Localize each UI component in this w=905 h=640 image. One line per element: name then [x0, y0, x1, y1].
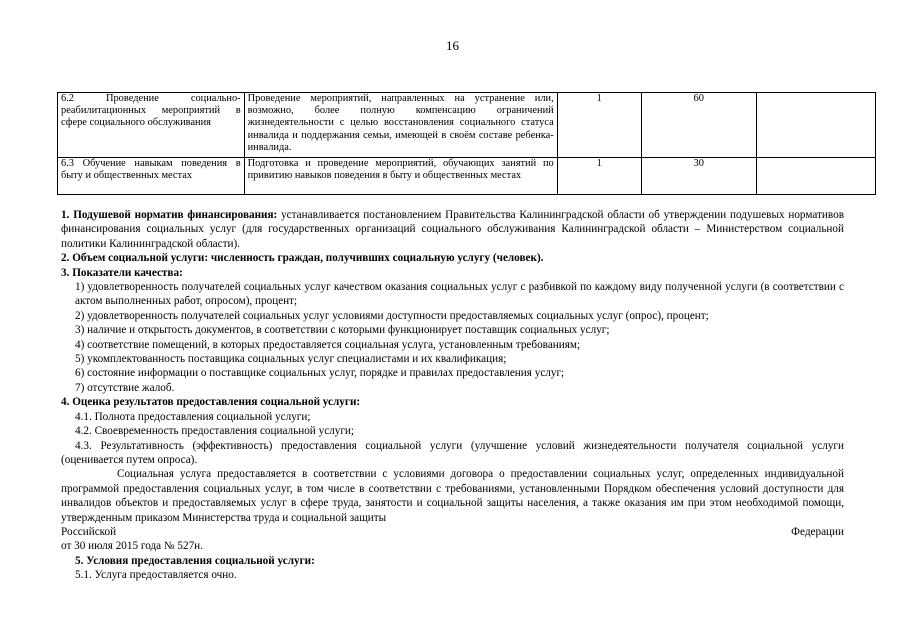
text-fragment: Федерации [791, 525, 844, 538]
list-item: 5) укомплектованность поставщика социальных услуг специалистами и их квалификация; [75, 353, 507, 366]
table-row [58, 93, 876, 158]
service-title-cell: 6.3 Обучение навыкам поведения в быту и общественных местах [58, 158, 245, 195]
section-financing [61, 208, 844, 251]
text-fragment: Российской [61, 525, 117, 538]
service-description-cell: Проведение мероприятий, направленных на устранение или, возможно, более полную компенсацию ограничений жизнедеятельности с целью восстановления социального статуса инвалида и поддержания семьи, имеющей в своём составе ребенка-инвалида. [244, 93, 557, 158]
section-heading: 3. Показатели качества: [61, 266, 183, 279]
paragraph: Социальная услуга предоставляется в соответствии с условиями договора о предоставлении социальных услуг, определенных индивидуальной программой предоставления социальных услуг, в том числе в соответствии с требованиями, установленными Порядком обеспечения условий доступности для инвалидов объектов и предоставляемых услуг в сфере труда, занятости и социальной защиты населения, а также оказания им при этом необходимой помощи, утвержденным приказом Министерства труда и социальной защиты [61, 468, 844, 524]
list-item: 1) удовлетворенность получателей социальных услуг качеством оказания социальных услуг с разбивкой по каждому виду полученной услуги (в соответствии с актом выполненных работ, опросом), процент; [75, 281, 844, 308]
page-number: 16 [446, 38, 459, 53]
list-item: 4) соответствие помещений, в которых предоставляется социальная услуга, установленным требованиям; [75, 338, 581, 351]
extra-cell [756, 93, 875, 158]
unit-cell: 1 [557, 93, 641, 158]
service-description-cell: Подготовка и проведение мероприятий, обучающих занятий по привитию навыков поведения в быту и общественных местах [244, 158, 557, 195]
unit-cell: 1 [557, 158, 641, 195]
list-item: 5.1. Услуга предоставляется очно. [75, 569, 237, 582]
list-item: 4.2. Своевременность предоставления социальной услуги; [75, 425, 355, 438]
list-item: 6) состояние информации о поставщике социальных услуг, порядке и правилах предоставления услуг; [75, 367, 565, 380]
list-item: 2) удовлетворенность получателей социальных услуг условиями доступности предоставляемых социальных услуг (опрос), процент; [75, 309, 709, 322]
list-item: 4.3. Результативность (эффективность) предоставления социальной услуги (улучшение условий жизнедеятельности получателя социальной услуги (оценивается путем опроса). [61, 439, 844, 466]
section-text: устанавливается постановлением Правительства Калининградской области об утверждении подушевых нормативов финансирования социальных услуг (для государственных организаций социального обслуживания Калининградской области – Министерством социальной политики Калининградской области). [61, 209, 844, 250]
table-row [58, 158, 876, 195]
section-volume [61, 251, 844, 265]
section-heading: 2. Объем социальной услуги: численность граждан, получивших социальную услугу (человек). [61, 252, 544, 265]
section-heading: 4. Оценка результатов предоставления социальной услуги: [61, 396, 361, 409]
list-item: 7) отсутствие жалоб. [75, 381, 175, 394]
extra-cell [756, 158, 875, 195]
list-item: 3) наличие и открытость документов, в соответствии с которыми функционирует поставщик социальных услуг; [75, 324, 610, 337]
section-evaluation [61, 395, 844, 409]
section-heading: 1. Подушевой норматив финансирования: [61, 209, 278, 221]
document-body [61, 208, 844, 583]
paragraph-continuation [61, 525, 844, 539]
value-cell: 60 [641, 93, 756, 158]
section-heading: 5. Условия предоставления социальной услуги: [75, 554, 315, 567]
value-cell: 30 [641, 158, 756, 195]
services-table [57, 92, 876, 195]
paragraph-end: от 30 июля 2015 года № 527н. [61, 540, 203, 553]
section-conditions [61, 554, 844, 568]
service-title-cell: 6.2 Проведение социально-реабилитационных мероприятий в сфере социального обслуживания [58, 93, 245, 158]
section-quality [61, 266, 844, 280]
list-item: 4.1. Полнота предоставления социальной услуги; [75, 410, 311, 423]
